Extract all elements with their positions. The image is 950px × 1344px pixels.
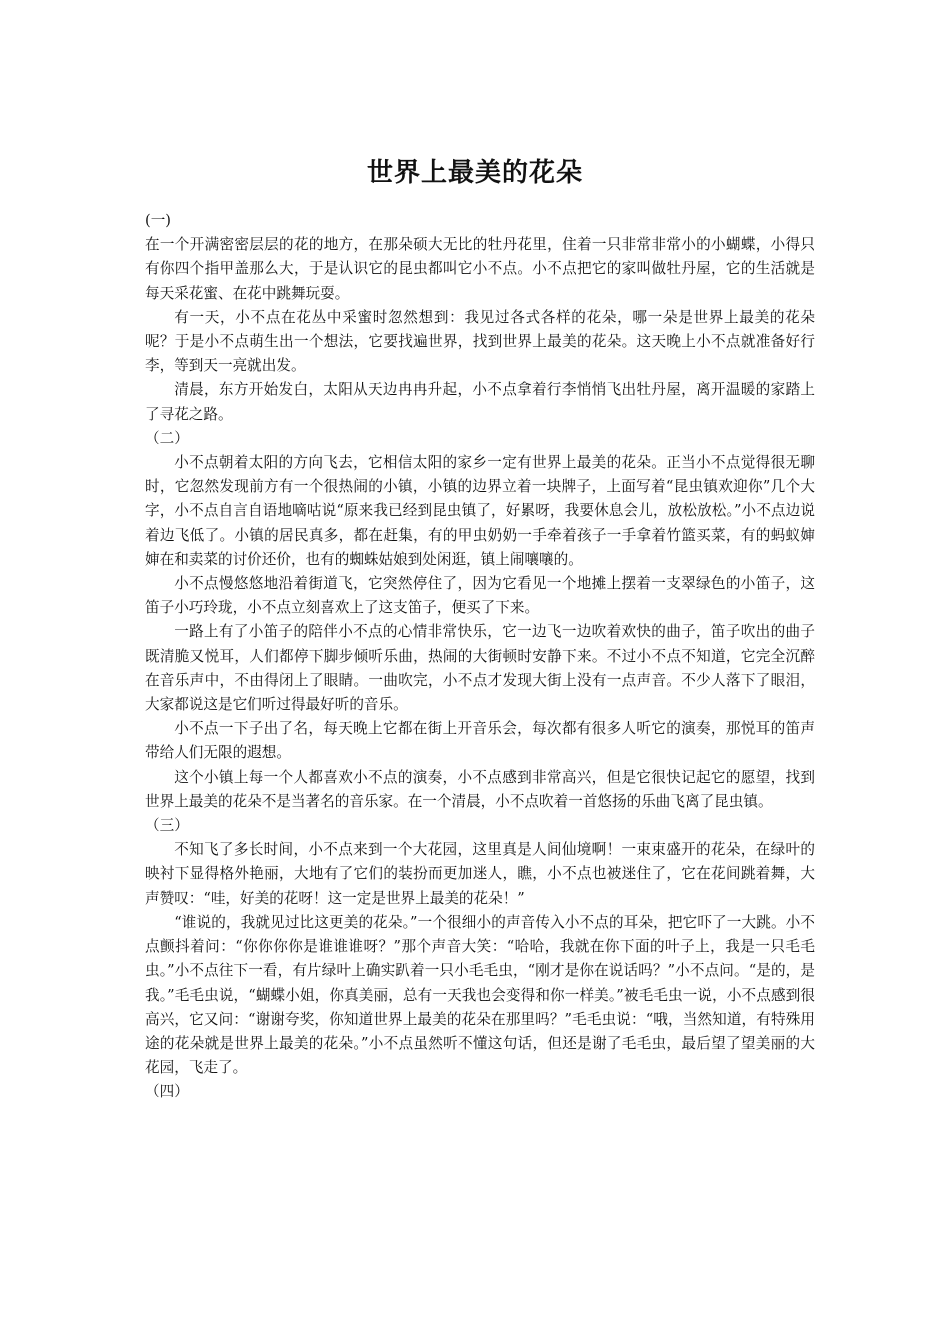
section-heading-4: （四） — [145, 1083, 189, 1101]
paragraph: 小不点一下子出了名，每天晚上它都在街上开音乐会，每次都有很多人听它的演奏，那悦耳的笛声带给人们无限的遐想。 — [145, 720, 815, 762]
page-title: 世界上最美的花朵 — [366, 158, 583, 188]
paragraph: “谁说的，我就见过比这更美的花朵。”一个很细小的声音传入小不点的耳朵，把它吓了一大跳。小不点颤抖着问：“你你你你是谁谁谁呀？”那个声音大笑：“哈哈，我就在你下面的叶子上，我是一只毛毛虫。”小不点往下一看，有片绿叶上确实趴着一只小毛毛虫，“刚才是你在说话吗？”小不点问。“是的，是我。”毛毛虫说，“蝴蝶小姐，你真美丽，总有一天我也会变得和你一样美。”被毛毛虫一说，小不点感到很高兴，它又问：“谢谢夸奖，你知道世界上最美的花朵在那里吗？”毛毛虫说：“哦，当然知道，有特殊用途的花朵就是世界上最美的花朵。”小不点虽然听不懂这句话，但还是谢了毛毛虫，最后望了望美丽的大花园，飞走了。 — [145, 913, 815, 1077]
paragraph: 小不点慢悠悠地沿着街道飞，它突然停住了，因为它看见一个地摊上摆着一支翠绿色的小笛子，这笛子小巧玲珑，小不点立刻喜欢上了这支笛子，便买了下来。 — [145, 575, 815, 617]
paragraph: 小不点朝着太阳的方向飞去，它相信太阳的家乡一定有世界上最美的花朵。正当小不点觉得很无聊时，它忽然发现前方有一个很热闹的小镇，小镇的边界立着一块牌子，上面写着“昆虫镇欢迎你”几个大字，小不点自言自语地嘀咕说“原来我已经到昆虫镇了，好累呀，我要休息会儿，放松放松。”小不点边说着边飞低了。小镇的居民真多，都在赶集，有的甲虫奶奶一手牵着孩子一手拿着竹篮买菜，有的蚂蚁婶婶在和卖菜的讨价还价，也有的蜘蛛姑娘到处闲逛，镇上闹嚷嚷的。 — [145, 454, 815, 568]
document-body — [145, 209, 815, 1105]
paragraph: 在一个开满密密层层的花的地方，在那朵硕大无比的牡丹花里，住着一只非常非常小的小蝴蝶，小得只有你四个指甲盖那么大，于是认识它的昆虫都叫它小不点。小不点把它的家叫做牡丹屋，它的生活就是每天采花蜜、在花中跳舞玩耍。 — [145, 236, 815, 302]
paragraph: 清晨，东方开始发白，太阳从天边冉冉升起，小不点拿着行李悄悄飞出牡丹屋，离开温暖的家踏上了寻花之路。 — [145, 381, 815, 423]
paragraph: 不知飞了多长时间，小不点来到一个大花园，这里真是人间仙境啊！一束束盛开的花朵，在绿叶的映衬下显得格外艳丽，大地有了它们的装扮而更加迷人，瞧，小不点也被迷住了，它在花间跳着舞，大声赞叹：“哇，好美的花呀！这一定是世界上最美的花朵！” — [145, 841, 815, 907]
section-heading-1: (一) — [145, 212, 171, 229]
section-heading-2: （二） — [145, 429, 189, 447]
paragraph: 有一天，小不点在花丛中采蜜时忽然想到：我见过各式各样的花朵，哪一朵是世界上最美的花朵呢？于是小不点萌生出一个想法，它要找遍世界，找到世界上最美的花朵。这天晚上小不点就准备好行李，等到天一亮就出发。 — [145, 308, 815, 375]
section-heading-3: （三） — [145, 817, 189, 835]
paragraph: 这个小镇上每一个人都喜欢小不点的演奏，小不点感到非常高兴，但是它很快记起它的愿望，找到世界上最美的花朵不是当著名的音乐家。在一个清晨，小不点吹着一首悠扬的乐曲飞离了昆虫镇。 — [145, 768, 815, 810]
paragraph: 一路上有了小笛子的陪伴小不点的心情非常快乐，它一边飞一边吹着欢快的曲子，笛子吹出的曲子既清脆又悦耳，人们都停下脚步倾听乐曲，热闹的大街顿时安静下来。不过小不点不知道，它完全沉醉在音乐声中，不由得闭上了眼睛。一曲吹完，小不点才发现大街上没有一点声音。不少人落下了眼泪，大家都说这是它们听过得最好听的音乐。 — [145, 623, 815, 714]
